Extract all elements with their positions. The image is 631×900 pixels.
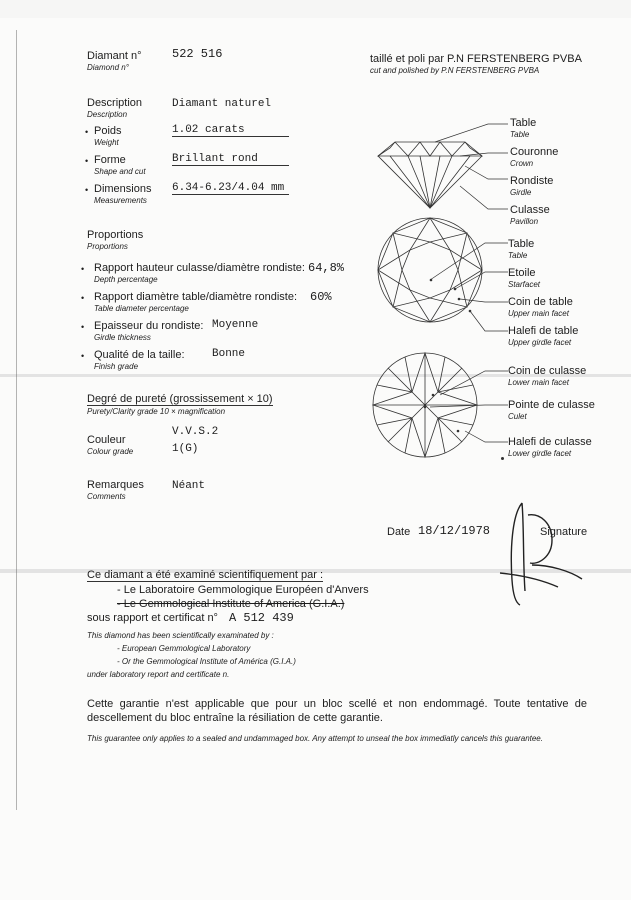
remarks-label: Remarques [87, 479, 144, 491]
finish-value: Bonne [212, 348, 246, 360]
label-upper-girdle: Halefi de table [508, 325, 579, 337]
label-star: Etoile [508, 267, 536, 279]
bullet: • [85, 127, 89, 137]
dimensions-label: Dimensions [94, 183, 152, 195]
colour-label: Couleur [87, 434, 126, 446]
description-label-en: Description [87, 110, 128, 119]
label-upper-main-en: Upper main facet [508, 309, 569, 318]
remarks-value: Néant [172, 480, 206, 492]
proportions-label-en: Proportions [87, 242, 128, 251]
weight-label: Poids [94, 125, 122, 137]
label-top-table: Table [508, 238, 535, 250]
date-value: 18/12/1978 [418, 524, 491, 538]
shape-label: Forme [94, 154, 126, 166]
proportions-label: Proportions [87, 229, 144, 241]
colour-value: 1(G) [172, 443, 199, 455]
label-table: Table [510, 117, 537, 129]
label-culet: Pointe de culasse [508, 399, 595, 411]
leader-lines [430, 110, 515, 470]
girdle-label: Epaisseur du rondiste: [94, 320, 204, 332]
label-culet-en: Culet [508, 412, 527, 421]
label-lower-girdle-en: Lower girdle facet [508, 449, 572, 458]
finish-label: Qualité de la taille: [94, 349, 185, 361]
exam-en-intro: This diamond has been scientifically examinated by : [87, 631, 274, 640]
bullet: • [85, 156, 89, 166]
bullet: • [81, 264, 85, 274]
scan-top-edge [0, 0, 631, 18]
dimensions-value: 6.34-6.23/4.04 mm [172, 182, 289, 195]
label-top-table-en: Table [508, 251, 528, 260]
date-label: Date [387, 526, 411, 538]
shape-value: Brillant rond [172, 153, 289, 166]
signature-label: Signature [540, 526, 588, 538]
exam-en-lab2: - Or the Gemmological Institute of América (G.I.A.) [117, 657, 296, 666]
dot [501, 457, 504, 460]
description-value: Diamant naturel [172, 98, 272, 110]
shape-label-en: Shape and cut [94, 167, 146, 176]
colour-label-en: Colour grade [87, 447, 134, 456]
diamond-no-label-en: Diamond n° [87, 63, 129, 72]
exam-en-lab1: - European Gemmological Laboratory [117, 644, 251, 653]
remarks-label-en: Comments [87, 492, 126, 501]
exam-fr-lab2: - Le Gemmological Institute of America (G.I.A.) [117, 598, 345, 610]
label-crown-en: Crown [510, 159, 534, 168]
diamond-no-value: 522 516 [172, 47, 223, 61]
finish-label-en: Finish grade [94, 362, 139, 371]
guarantee-fr: Cette garantie n'est applicable que pour un bloc scellé et non endommagé. Toute tentative de descellement du bloc entraîne la résiliation de cette garantie. [87, 698, 587, 724]
description-label: Description [87, 97, 143, 109]
bullet: • [81, 322, 85, 332]
label-upper-main: Coin de table [508, 296, 573, 308]
label-lower-main-en: Lower main facet [508, 378, 569, 387]
depth-label-en: Depth percentage [94, 275, 158, 284]
label-lower-girdle: Halefi de culasse [508, 436, 592, 448]
depth-label: Rapport hauteur culasse/diamètre rondiste: [94, 262, 305, 274]
label-crown: Couronne [510, 146, 559, 158]
girdle-label-en: Girdle thickness [94, 333, 151, 342]
handwritten-signature [440, 495, 590, 610]
bullet: • [85, 185, 89, 195]
label-girdle-en: Girdle [510, 188, 532, 197]
cut-by: taillé et poli par P.N FERSTENBERG PVBA [370, 53, 582, 65]
exam-fr-report: sous rapport et certificat n° [87, 612, 218, 624]
guarantee-en: This guarantee only applies to a sealed and undammaged box. Any attempt to unseal the box immediatly cancels this guarantee. [87, 734, 543, 743]
bullet: • [81, 293, 85, 303]
label-lower-main: Coin de culasse [508, 365, 587, 377]
table-ratio-label-en: Table diameter percentage [94, 304, 189, 313]
purity-value: V.V.S.2 [172, 426, 219, 438]
report-number: A 512 439 [229, 611, 294, 625]
depth-value: 64,8% [308, 261, 345, 275]
table-ratio-value: 60% [310, 290, 332, 304]
label-pavilion: Culasse [510, 204, 550, 216]
label-pavilion-en: Pavillon [510, 217, 539, 226]
label-table-en: Table [510, 130, 530, 139]
label-star-en: Starfacet [508, 280, 541, 289]
dimensions-label-en: Measurements [94, 196, 147, 205]
purity-label-en: Purety/Clarity grade 10 × magnification [87, 407, 226, 416]
label-upper-girdle-en: Upper girdle facet [508, 338, 572, 347]
weight-label-en: Weight [94, 138, 119, 147]
label-girdle: Rondiste [510, 175, 554, 187]
page-left-edge [16, 30, 17, 810]
table-ratio-label: Rapport diamètre table/diamètre rondiste: [94, 291, 297, 303]
bullet: • [81, 351, 85, 361]
weight-value: 1.02 carats [172, 124, 289, 137]
cut-by-en: cut and polished by P.N FERSTENBERG PVBA [370, 66, 540, 75]
diamond-no-label: Diamant n° [87, 50, 142, 62]
exam-en-report: under laboratory report and certificate n. [87, 670, 230, 679]
girdle-value: Moyenne [212, 319, 259, 331]
exam-fr-intro: Ce diamant a été examiné scientifiquement par : [87, 569, 324, 581]
purity-label: Degré de pureté (grossissement × 10) [87, 393, 273, 405]
exam-fr-lab1: - Le Laboratoire Gemmologique Européen d'Anvers [117, 584, 369, 596]
